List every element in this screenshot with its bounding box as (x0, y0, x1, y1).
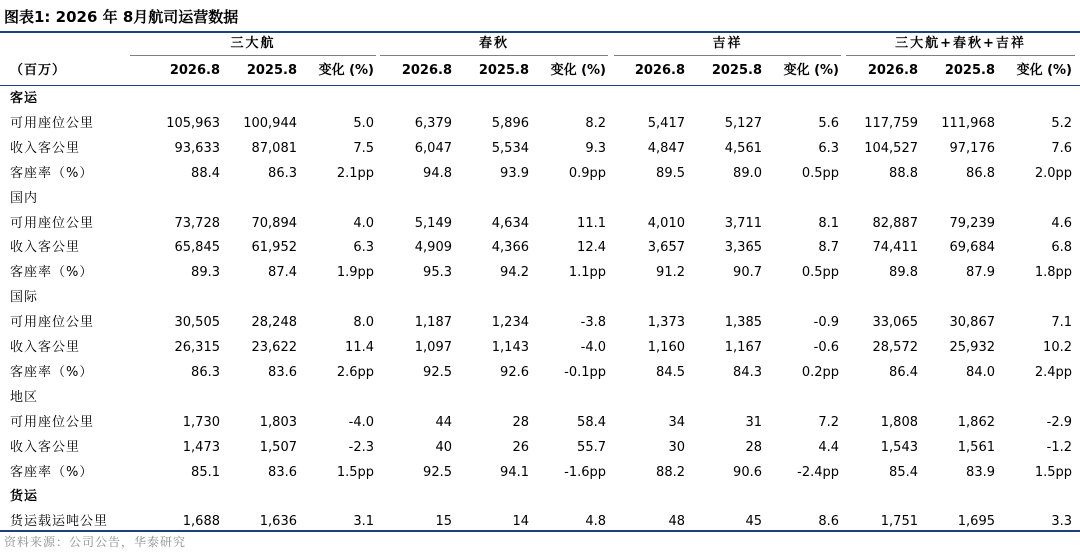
table-cell: 86.4 (889, 364, 918, 380)
row-label: 可用座位公里 (10, 215, 95, 231)
table-cell: 30 (668, 439, 685, 455)
table-cell: 3.1 (353, 514, 374, 530)
group-header: 三大航+春秋+吉祥 (895, 36, 1026, 51)
row-label: 收入客公里 (10, 340, 81, 355)
table-cell: 1,803 (259, 414, 297, 430)
table-cell: 12.4 (577, 240, 606, 256)
table-cell: 1.1pp (568, 265, 606, 281)
table-row (0, 310, 1080, 335)
table-cell: 87.9 (966, 265, 995, 281)
table-cell: 1,730 (182, 414, 220, 430)
table-cell: 5,896 (491, 115, 529, 131)
table-cell: 92.6 (500, 364, 529, 380)
table-cell: 8.1 (818, 215, 839, 231)
table-row (0, 136, 1080, 161)
table-cell: 1,543 (880, 439, 918, 455)
table-cell: 48 (668, 514, 685, 530)
section-label: 国内 (10, 190, 39, 206)
table-cell: 23,622 (251, 340, 297, 355)
table-cell: -4.0 (580, 340, 606, 355)
table-cell: 93.9 (500, 165, 529, 181)
column-header: 2026.8 (401, 63, 452, 78)
table-cell: -4.0 (348, 414, 374, 430)
table-cell: 9.3 (585, 140, 606, 156)
page-title: 图表1: 2026 年 8月航司运营数据 (4, 8, 239, 26)
table-row (0, 335, 1080, 360)
table-cell: 1,160 (647, 340, 685, 355)
table-cell: 7.6 (1051, 140, 1072, 156)
table-cell: -0.9 (813, 315, 839, 331)
section-row (0, 186, 1080, 211)
table-cell: 5,149 (414, 215, 452, 231)
table-cell: 87,081 (251, 140, 297, 156)
group-underline (130, 55, 376, 56)
table-cell: 4,010 (647, 215, 685, 231)
table-cell: 95.3 (423, 265, 452, 281)
table-cell: -2.4pp (797, 464, 839, 480)
table-cell: 45 (745, 514, 762, 530)
table-cell: 1,473 (182, 439, 220, 455)
table-cell: 85.1 (191, 464, 220, 480)
table-cell: 92.5 (423, 464, 452, 480)
table-cell: 4.6 (1051, 215, 1072, 231)
table-cell: 1,167 (724, 340, 762, 355)
table-cell: -2.3 (348, 439, 374, 455)
table-cell: 1,688 (182, 514, 220, 530)
table-cell: 8.0 (353, 315, 374, 331)
group-underline (846, 55, 1075, 56)
table-cell: 100,944 (243, 115, 297, 131)
table-cell: 6.8 (1051, 240, 1072, 256)
table-cell: 86.8 (966, 165, 995, 181)
group-underline (380, 55, 608, 56)
column-header: 变化 (%) (1016, 63, 1072, 78)
column-header: 变化 (%) (318, 63, 374, 78)
table-cell: 86.3 (268, 165, 297, 181)
table-cell: 0.9pp (568, 165, 606, 181)
unit-label: （百万） (10, 63, 67, 78)
column-header: 2025.8 (711, 63, 762, 78)
table-cell: 1,143 (491, 340, 529, 355)
section-label: 客运 (10, 91, 39, 106)
table-cell: 94.1 (500, 464, 529, 480)
column-header: 2026.8 (867, 63, 918, 78)
table-cell: 26 (512, 439, 529, 455)
table-cell: 1,385 (724, 315, 762, 331)
row-label: 可用座位公里 (10, 115, 95, 131)
table-cell: 70,894 (251, 215, 297, 231)
table-cell: 28,572 (872, 340, 918, 355)
table-cell: 104,527 (864, 140, 918, 156)
table-cell: 5.6 (818, 115, 839, 131)
table-cell: 117,759 (864, 115, 918, 131)
table-cell: -1.2 (1046, 439, 1072, 455)
table-cell: 90.7 (733, 265, 762, 281)
table-cell: 11.4 (345, 340, 374, 355)
table-cell: 26,315 (174, 340, 220, 355)
table-cell: 1.9pp (336, 265, 374, 281)
table-cell: 6,047 (414, 140, 452, 156)
table-cell: 89.5 (656, 165, 685, 181)
table-cell: -0.6 (813, 340, 839, 355)
table-cell: 5,417 (647, 115, 685, 131)
table-cell: 2.4pp (1034, 364, 1072, 380)
table-cell: 97,176 (949, 140, 995, 156)
table-cell: 5.2 (1051, 115, 1072, 131)
column-header-row (0, 58, 1080, 84)
table-cell: 1,808 (880, 414, 918, 430)
table-cell: 1,862 (957, 414, 995, 430)
table-cell: 1.8pp (1034, 265, 1072, 281)
table-cell: 1,507 (259, 439, 297, 455)
table-cell: 69,684 (949, 240, 995, 256)
table-cell: 10.2 (1043, 340, 1072, 355)
section-row (0, 385, 1080, 410)
table-cell: 1,561 (957, 439, 995, 455)
table-cell: 92.5 (423, 364, 452, 380)
table-cell: 79,239 (949, 215, 995, 231)
table-cell: 83.9 (966, 464, 995, 480)
table-cell: 2.1pp (336, 165, 374, 181)
column-header: 2026.8 (169, 63, 220, 78)
table-cell: 1,097 (414, 340, 452, 355)
table-cell: 4.8 (585, 514, 606, 530)
table-row (0, 360, 1080, 385)
row-label: 收入客公里 (10, 439, 81, 455)
table-cell: 84.5 (656, 364, 685, 380)
table-cell: 40 (435, 439, 452, 455)
table-cell: 1.5pp (336, 464, 374, 480)
table-cell: 83.6 (268, 364, 297, 380)
table-cell: 83.6 (268, 464, 297, 480)
table-cell: 2.6pp (336, 364, 374, 380)
column-header: 2025.8 (478, 63, 529, 78)
table-cell: 1,751 (880, 514, 918, 530)
column-header: 变化 (%) (550, 63, 606, 78)
table-cell: 1,636 (259, 514, 297, 530)
table-cell: 5.0 (353, 115, 374, 131)
table-cell: 3,365 (724, 240, 762, 256)
table-cell: 3.3 (1051, 514, 1072, 530)
table-cell: 0.2pp (801, 364, 839, 380)
table-cell: 88.2 (656, 464, 685, 480)
column-header: 2025.8 (944, 63, 995, 78)
column-header: 变化 (%) (783, 63, 839, 78)
table-cell: 4,634 (491, 215, 529, 231)
table-cell: 25,932 (949, 340, 995, 355)
table-cell: 6.3 (353, 240, 374, 256)
table-cell: 6,379 (414, 115, 452, 131)
table-cell: 8.2 (585, 115, 606, 131)
row-label: 客座率（%） (10, 464, 94, 480)
table-cell: 3,657 (647, 240, 685, 256)
table-cell: 1,234 (491, 315, 529, 331)
table-cell: 94.2 (500, 265, 529, 281)
section-row (0, 285, 1080, 310)
table-cell: 55.7 (577, 439, 606, 455)
table-cell: 87.4 (268, 265, 297, 281)
table-cell: 89.0 (733, 165, 762, 181)
table-cell: 7.5 (353, 140, 374, 156)
source-note: 资料来源：公司公告，华泰研究 (4, 535, 187, 549)
table-cell: 93,633 (174, 140, 220, 156)
table-cell: 11.1 (577, 215, 606, 231)
table-cell: 28 (512, 414, 529, 430)
row-label: 收入客公里 (10, 240, 81, 256)
table-cell: 88.4 (191, 165, 220, 181)
table-cell: 8.6 (818, 514, 839, 530)
row-label: 可用座位公里 (10, 315, 95, 331)
table-cell: 33,065 (872, 315, 918, 331)
section-row (0, 484, 1080, 509)
table-cell: 4,561 (724, 140, 762, 156)
table-cell: -0.1pp (564, 364, 606, 380)
row-label: 货运载运吨公里 (10, 514, 109, 530)
group-underline (614, 55, 841, 56)
table-cell: 89.8 (889, 265, 918, 281)
table-cell: 94.8 (423, 165, 452, 181)
table-cell: 1,695 (957, 514, 995, 530)
section-label: 地区 (10, 389, 39, 405)
column-header: 2025.8 (246, 63, 297, 78)
table-row (0, 460, 1080, 485)
table-cell: 88.8 (889, 165, 918, 181)
table-cell: 7.2 (818, 414, 839, 430)
table-cell: 89.3 (191, 265, 220, 281)
table-row (0, 435, 1080, 460)
table-cell: 31 (745, 414, 762, 430)
table-cell: 7.1 (1051, 315, 1072, 331)
table-cell: -3.8 (580, 315, 606, 331)
table-cell: -2.9 (1046, 414, 1072, 430)
table-cell: 1,373 (647, 315, 685, 331)
table-cell: 85.4 (889, 464, 918, 480)
group-header: 春秋 (478, 36, 509, 51)
table-row (0, 235, 1080, 260)
table-cell: 14 (512, 514, 529, 530)
table-cell: 0.5pp (801, 165, 839, 181)
column-header: 2026.8 (634, 63, 685, 78)
table-cell: 6.3 (818, 140, 839, 156)
row-label: 客座率（%） (10, 165, 94, 181)
table-cell: 86.3 (191, 364, 220, 380)
table-cell: 84.3 (733, 364, 762, 380)
table-cell: 74,411 (872, 240, 918, 256)
row-label: 客座率（%） (10, 265, 94, 281)
table-row (0, 260, 1080, 285)
table-cell: 4,366 (491, 240, 529, 256)
row-label: 可用座位公里 (10, 414, 95, 430)
table-row (0, 161, 1080, 186)
table-cell: 44 (435, 414, 452, 430)
table-cell: 3,711 (724, 215, 762, 231)
table-cell: 28 (745, 439, 762, 455)
table-row (0, 211, 1080, 236)
table-cell: 34 (668, 414, 685, 430)
table-cell: 4,909 (414, 240, 452, 256)
table-cell: 28,248 (251, 315, 297, 331)
table-cell: 105,963 (166, 115, 220, 131)
table-cell: 61,952 (251, 240, 297, 256)
table-cell: 5,127 (724, 115, 762, 131)
table-cell: 1,187 (414, 315, 452, 331)
table-cell: 82,887 (872, 215, 918, 231)
table-cell: 90.6 (733, 464, 762, 480)
table-cell: 73,728 (174, 215, 220, 231)
table-cell: 5,534 (491, 140, 529, 156)
table-cell: 15 (435, 514, 452, 530)
section-label: 货运 (10, 489, 39, 505)
table-cell: 91.2 (656, 265, 685, 281)
group-header: 吉祥 (712, 36, 743, 51)
table-cell: -1.6pp (564, 464, 606, 480)
group-header: 三大航 (230, 36, 276, 51)
table-cell: 0.5pp (801, 265, 839, 281)
row-label: 收入客公里 (10, 140, 81, 156)
section-label: 国际 (10, 290, 39, 306)
table-cell: 1.5pp (1034, 464, 1072, 480)
row-label: 客座率（%） (10, 364, 94, 380)
table-cell: 4,847 (647, 140, 685, 156)
table-cell: 4.0 (353, 215, 374, 231)
table-cell: 8.7 (818, 240, 839, 256)
table-cell: 84.0 (966, 364, 995, 380)
table-row (0, 111, 1080, 136)
table-row (0, 410, 1080, 435)
table-cell: 2.0pp (1034, 165, 1072, 181)
table-cell: 111,968 (941, 115, 995, 131)
table-cell: 65,845 (174, 240, 220, 256)
table-cell: 4.4 (818, 439, 839, 455)
section-row (0, 86, 1080, 111)
table-cell: 58.4 (577, 414, 606, 430)
table-cell: 30,867 (949, 315, 995, 331)
table-cell: 30,505 (174, 315, 220, 331)
